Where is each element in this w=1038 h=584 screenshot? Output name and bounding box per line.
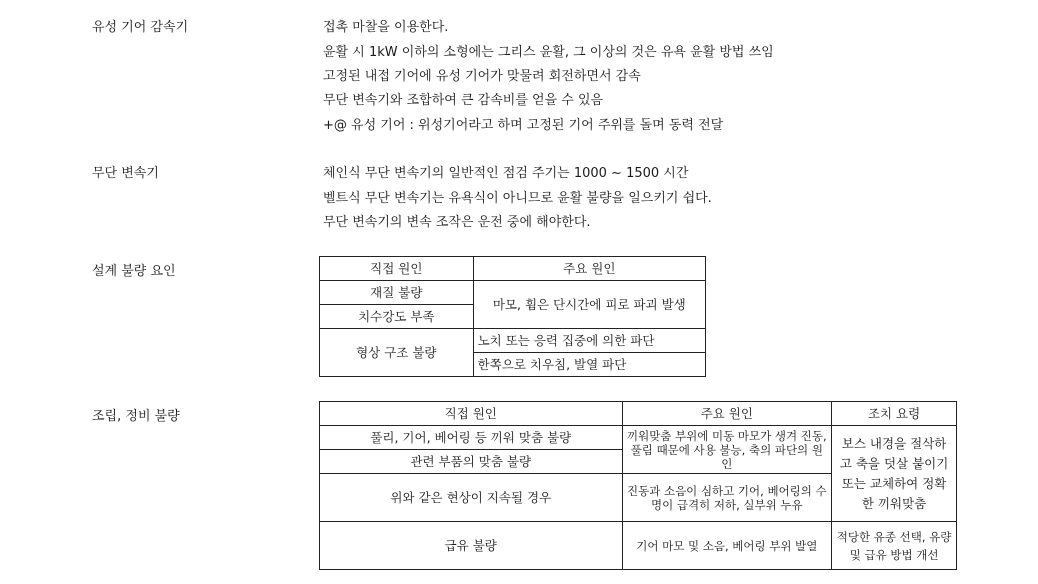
table-row <box>320 329 706 353</box>
design-defects-table <box>319 256 706 377</box>
cell-r2-direct: 관련 부품의 맞춤 불량 <box>320 450 623 474</box>
planetary-line-1: 접촉 마찰을 이용한다. <box>323 20 449 35</box>
table-row <box>320 426 957 450</box>
cvt-line-3: 무단 변속기의 변속 조작은 운전 중에 해야한다. <box>323 215 591 230</box>
planetary-line-3: 고정된 내접 기어에 유성 기어가 맞물려 회전하면서 감속 <box>323 69 641 84</box>
cell-r4-direct: 급유 불량 <box>320 522 623 570</box>
cell-shape: 형상 구조 불량 <box>320 329 474 377</box>
table-row <box>320 522 957 570</box>
header-main-cause: 주요 원인 <box>473 257 705 281</box>
section-label-assembly: 조립, 정비 불량 <box>92 409 180 424</box>
cell-r4-action: 적당한 유종 선택, 유량 및 급유 방법 개선 <box>832 522 957 570</box>
cvt-line-1: 체인식 무단 변속기의 일반적인 점검 주기는 1000 ~ 1500 시간 <box>323 166 689 181</box>
cell-dimension: 치수강도 부족 <box>320 305 474 329</box>
planetary-line-5: +@ 유성 기어 : 위성기어라고 하며 고정된 기어 주위를 돌며 동력 전달 <box>323 118 724 133</box>
table-header-row <box>320 257 706 281</box>
planetary-line-4: 무단 변속기와 조합하여 큰 감속비를 얻을 수 있음 <box>323 93 604 108</box>
header-direct-cause: 직접 원인 <box>320 257 474 281</box>
header-direct-cause: 직접 원인 <box>320 402 623 426</box>
section-label-planetary: 유성 기어 감속기 <box>92 20 189 35</box>
section-label-cvt: 무단 변속기 <box>92 166 159 181</box>
header-main-cause: 주요 원인 <box>622 402 832 426</box>
cell-onesided: 한쪽으로 치우침, 발열 파단 <box>473 353 705 377</box>
table-header-row <box>320 402 957 426</box>
cell-r1-direct: 풀리, 기어, 베어링 등 끼워 맞춤 불량 <box>320 426 623 450</box>
section-label-design: 설계 불량 요인 <box>92 264 176 279</box>
cell-r3-main: 진동과 소음이 심하고 기어, 베어링의 수명이 급격히 저하, 실부위 누유 <box>622 474 832 522</box>
cell-r3-direct: 위와 같은 현상이 지속될 경우 <box>320 474 623 522</box>
planetary-line-2: 윤활 시 1kW 이하의 소형에는 그리스 윤활, 그 이상의 것은 유욕 윤활 방법 쓰임 <box>323 45 774 60</box>
cell-wear: 마모, 휨은 단시간에 피로 파괴 발생 <box>473 281 705 329</box>
cell-notch: 노치 또는 응력 집중에 의한 파단 <box>473 329 705 353</box>
assembly-defects-table <box>319 401 957 570</box>
cvt-line-2: 벨트식 무단 변속기는 유욕식이 아니므로 윤활 불량을 일으키기 쉽다. <box>323 191 712 206</box>
cell-r123-action: 보스 내경을 절삭하고 축을 덧살 붙이기 또는 교체하여 정확한 끼워맞춤 <box>832 426 957 522</box>
cell-material: 재질 불량 <box>320 281 474 305</box>
cell-r4-main: 기어 마모 및 소음, 베어링 부위 발열 <box>622 522 832 570</box>
cell-r12-main: 끼워맞춤 부위에 미동 마모가 생겨 진동, 풀림 때문에 사용 불능, 축의 파단의 원인 <box>622 426 832 474</box>
header-action: 조치 요령 <box>832 402 957 426</box>
table-row <box>320 281 706 305</box>
